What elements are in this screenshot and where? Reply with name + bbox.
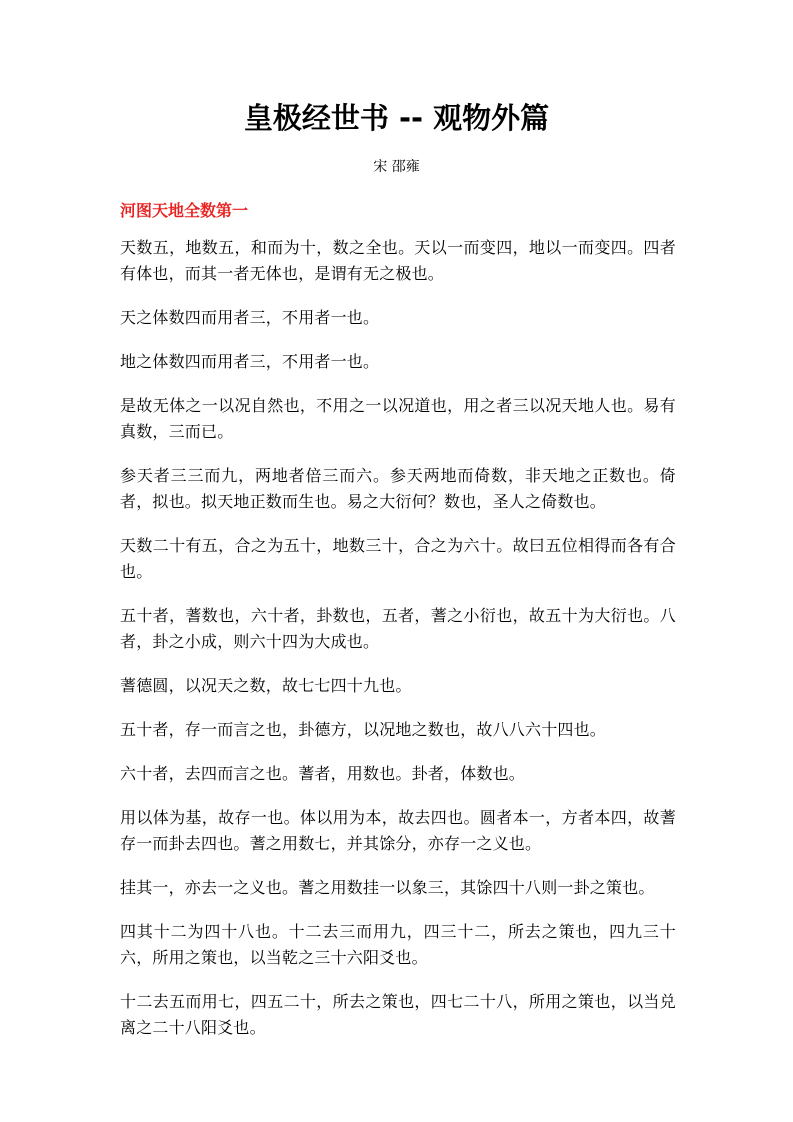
- paragraph-1: 天数五，地数五，和而为十，数之全也。天以一而变四，地以一而变四。四者有体也，而其一者无体也，是谓有无之极也。: [120, 238, 676, 283]
- paragraph-6: 天数二十有五，合之为五十，地数三十，合之为六十。故曰五位相得而各有合也。: [120, 536, 676, 581]
- paragraph-3: 地之体数四而用者三，不用者一也。: [120, 352, 380, 371]
- paragraph-4: 是故无体之一以况自然也，不用之一以况道也，用之者三以况天地人也。易有真数，三而已。: [120, 396, 676, 441]
- paragraph-11: 用以体为基，故存一也。体以用为本，故去四也。圆者本一，方者本四，故蓍存一而卦去四也。蓍之用数七，并其馀分，亦存一之义也。: [120, 808, 676, 853]
- paragraph-8: 蓍德圆，以况天之数，故七七四十九也。: [120, 676, 412, 695]
- paragraph-5: 参天者三三而九，两地者倍三而六。参天两地而倚数，非天地之正数也。倚者，拟也。拟天地正数而生也。易之大衍何？数也，圣人之倚数也。: [120, 466, 676, 511]
- paragraph-12: 挂其一，亦去一之义也。蓍之用数挂一以象三，其馀四十八则一卦之策也。: [120, 878, 655, 897]
- paragraph-13: 四其十二为四十八也。十二去三而用九，四三十二，所去之策也，四九三十六，所用之策也，以当乾之三十六阳爻也。: [120, 922, 676, 967]
- body-text: [120, 235, 676, 1059]
- paragraph-10: 六十者，去四而言之也。蓍者，用数也。卦者，体数也。: [120, 764, 526, 783]
- paragraph-2: 天之体数四而用者三，不用者一也。: [120, 308, 380, 327]
- paragraph-9: 五十者，存一而言之也，卦德方，以况地之数也，故八八六十四也。: [120, 720, 607, 739]
- author-line: 宋 邵雍: [373, 159, 420, 175]
- page-title: 皇极经世书 -- 观物外篇: [243, 101, 550, 135]
- section-heading: 河图天地全数第一: [120, 201, 249, 220]
- paragraph-7: 五十者，蓍数也，六十者，卦数也，五者，蓍之小衍也，故五十为大衍也。八者，卦之小成，则六十四为大成也。: [120, 606, 676, 651]
- paragraph-14: 十二去五而用七，四五二十，所去之策也，四七二十八，所用之策也，以当兑离之二十八阳爻也。: [120, 992, 676, 1037]
